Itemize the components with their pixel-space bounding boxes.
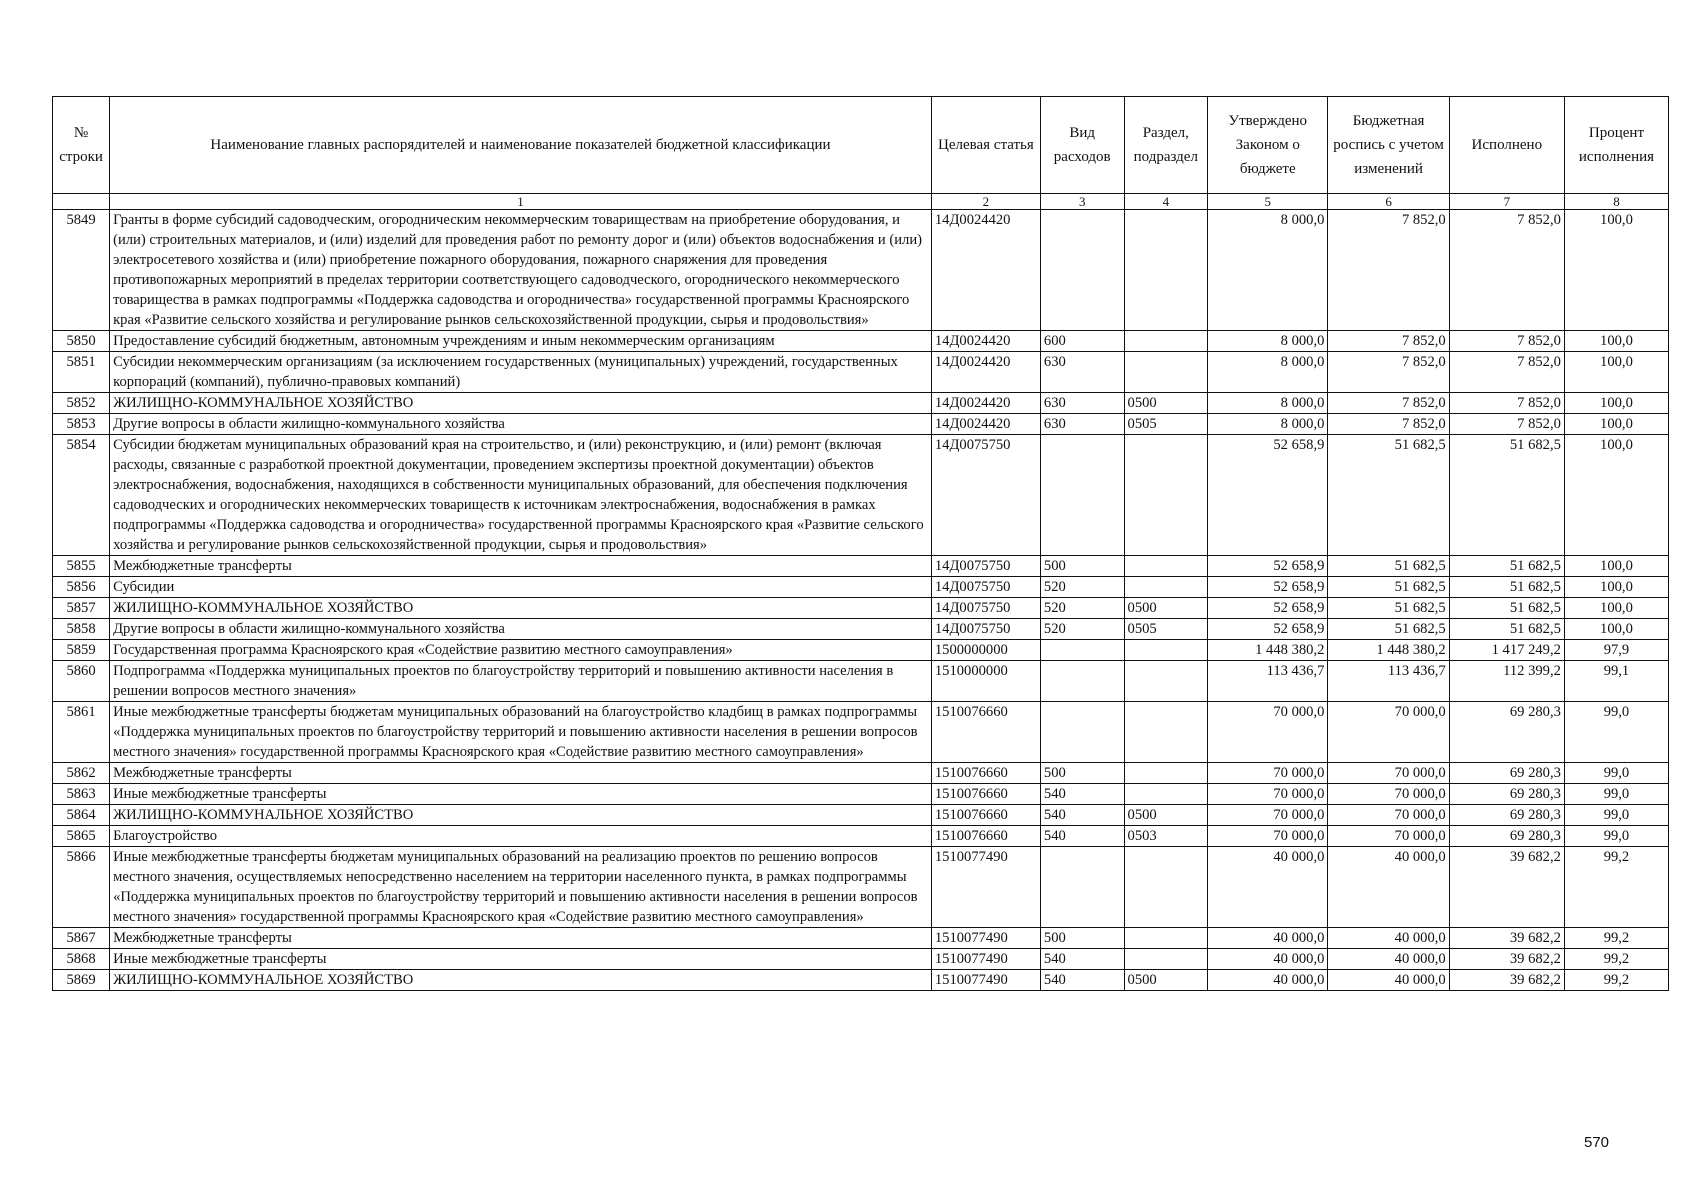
row-approved: 70 000,0	[1208, 702, 1328, 763]
header-percent: Процент исполнения	[1564, 97, 1668, 194]
row-number: 5866	[53, 847, 110, 928]
header-target: Целевая статья	[931, 97, 1040, 194]
table-row	[53, 702, 1669, 763]
table-row	[53, 393, 1669, 414]
row-executed: 1 417 249,2	[1449, 640, 1564, 661]
row-approved: 8 000,0	[1208, 210, 1328, 331]
row-number: 5860	[53, 661, 110, 702]
row-target-article: 14Д0075750	[931, 619, 1040, 640]
table-row	[53, 556, 1669, 577]
row-budget-list: 51 682,5	[1328, 556, 1449, 577]
row-budget-list: 70 000,0	[1328, 784, 1449, 805]
row-approved: 52 658,9	[1208, 619, 1328, 640]
row-expense-type: 540	[1040, 949, 1124, 970]
row-section	[1124, 847, 1208, 928]
row-expense-type	[1040, 435, 1124, 556]
row-approved: 8 000,0	[1208, 331, 1328, 352]
row-approved: 70 000,0	[1208, 763, 1328, 784]
row-expense-type: 630	[1040, 352, 1124, 393]
row-name: ЖИЛИЩНО-КОММУНАЛЬНОЕ ХОЗЯЙСТВО	[110, 805, 932, 826]
row-approved: 40 000,0	[1208, 928, 1328, 949]
header-expense-type: Вид расходов	[1040, 97, 1124, 194]
table-body	[53, 210, 1669, 991]
table-row	[53, 210, 1669, 331]
header-name: Наименование главных распорядителей и наименование показателей бюджетной классификации	[110, 97, 932, 194]
row-expense-type	[1040, 702, 1124, 763]
table-row	[53, 414, 1669, 435]
row-expense-type	[1040, 661, 1124, 702]
row-name: Межбюджетные трансферты	[110, 928, 932, 949]
row-expense-type: 500	[1040, 556, 1124, 577]
page-number: 570	[1584, 1134, 1610, 1151]
row-budget-list: 7 852,0	[1328, 210, 1449, 331]
row-expense-type: 540	[1040, 826, 1124, 847]
header-approved: Утверждено Законом о бюджете	[1208, 97, 1328, 194]
row-budget-list: 40 000,0	[1328, 970, 1449, 991]
table-row	[53, 331, 1669, 352]
row-approved: 113 436,7	[1208, 661, 1328, 702]
table-header	[53, 97, 1669, 210]
row-section	[1124, 784, 1208, 805]
table-row	[53, 763, 1669, 784]
row-percent: 100,0	[1564, 577, 1668, 598]
row-section	[1124, 556, 1208, 577]
table-row	[53, 577, 1669, 598]
row-section	[1124, 763, 1208, 784]
row-name: Подпрограмма «Поддержка муниципальных проектов по благоустройству территорий и повышению активности населения в решении вопросов местного значения»	[110, 661, 932, 702]
row-name: Государственная программа Красноярского края «Содействие развитию местного самоуправления»	[110, 640, 932, 661]
row-expense-type	[1040, 640, 1124, 661]
row-expense-type: 540	[1040, 784, 1124, 805]
row-expense-type: 520	[1040, 577, 1124, 598]
row-target-article: 1510076660	[931, 702, 1040, 763]
row-name: Предоставление субсидий бюджетным, автономным учреждениям и иным некоммерческим организациям	[110, 331, 932, 352]
row-executed: 69 280,3	[1449, 702, 1564, 763]
column-number: 5	[1208, 194, 1328, 210]
row-expense-type	[1040, 210, 1124, 331]
table-row	[53, 826, 1669, 847]
row-name: Иные межбюджетные трансферты	[110, 784, 932, 805]
row-section: 0500	[1124, 598, 1208, 619]
row-percent: 99,0	[1564, 784, 1668, 805]
table-row	[53, 352, 1669, 393]
row-target-article: 14Д0075750	[931, 577, 1040, 598]
row-percent: 99,1	[1564, 661, 1668, 702]
row-budget-list: 7 852,0	[1328, 414, 1449, 435]
row-approved: 70 000,0	[1208, 826, 1328, 847]
row-budget-list: 51 682,5	[1328, 598, 1449, 619]
row-name: Межбюджетные трансферты	[110, 556, 932, 577]
row-number: 5850	[53, 331, 110, 352]
column-number: 3	[1040, 194, 1124, 210]
row-number: 5862	[53, 763, 110, 784]
header-executed: Исполнено	[1449, 97, 1564, 194]
row-approved: 52 658,9	[1208, 556, 1328, 577]
column-number-row	[53, 194, 1669, 210]
row-section: 0500	[1124, 805, 1208, 826]
header-section: Раздел, подраздел	[1124, 97, 1208, 194]
table-row	[53, 970, 1669, 991]
row-name: Иные межбюджетные трансферты бюджетам муниципальных образований на реализацию проектов по решению вопросов местного значения, осуществляемых непосредственно населением на территории населенного пункта, в рамках подпрограммы «Поддержка муниципальных проектов по благоустройству территорий и повышению активности населения в решении вопросов местного значения» государственной программы Красноярского края «Содействие развитию местного самоуправления»	[110, 847, 932, 928]
row-percent: 100,0	[1564, 393, 1668, 414]
row-name: ЖИЛИЩНО-КОММУНАЛЬНОЕ ХОЗЯЙСТВО	[110, 598, 932, 619]
row-section: 0505	[1124, 619, 1208, 640]
row-budget-list: 7 852,0	[1328, 393, 1449, 414]
row-approved: 40 000,0	[1208, 970, 1328, 991]
row-percent: 100,0	[1564, 598, 1668, 619]
row-target-article: 1510077490	[931, 847, 1040, 928]
row-section	[1124, 661, 1208, 702]
row-budget-list: 7 852,0	[1328, 331, 1449, 352]
row-budget-list: 70 000,0	[1328, 805, 1449, 826]
row-executed: 51 682,5	[1449, 577, 1564, 598]
row-target-article: 1510076660	[931, 763, 1040, 784]
column-number: 8	[1564, 194, 1668, 210]
row-budget-list: 113 436,7	[1328, 661, 1449, 702]
row-executed: 69 280,3	[1449, 826, 1564, 847]
row-number: 5868	[53, 949, 110, 970]
row-budget-list: 40 000,0	[1328, 847, 1449, 928]
table-row	[53, 949, 1669, 970]
row-name: Гранты в форме субсидий садоводческим, огородническим некоммерческим товариществам на приобретение оборудования, и (или) строительных материалов, и (или) изделий для проведения работ по ремонту дорог и (или) объектов водоснабжения и (или) электросетевого хозяйства и (или) приобретение пожарного оборудования, пожарного снаряжения для проведения противопожарных мероприятий в пределах территории соответствующего садоводческого, огороднического некоммерческого товарищества в рамках подпрограммы «Поддержка садоводства и огородничества» государственной программы Красноярского края «Развитие сельского хозяйства и регулирование рынков сельскохозяйственной продукции, сырья и продовольствия»	[110, 210, 932, 331]
row-executed: 39 682,2	[1449, 970, 1564, 991]
row-expense-type: 500	[1040, 928, 1124, 949]
row-section	[1124, 640, 1208, 661]
row-section: 0500	[1124, 393, 1208, 414]
row-number: 5859	[53, 640, 110, 661]
row-percent: 99,2	[1564, 970, 1668, 991]
row-target-article: 1510077490	[931, 970, 1040, 991]
row-name: Межбюджетные трансферты	[110, 763, 932, 784]
column-number-blank	[53, 194, 110, 210]
table-row	[53, 598, 1669, 619]
row-percent: 99,0	[1564, 763, 1668, 784]
row-target-article: 1510076660	[931, 784, 1040, 805]
row-target-article: 1510076660	[931, 826, 1040, 847]
row-section	[1124, 949, 1208, 970]
row-name: ЖИЛИЩНО-КОММУНАЛЬНОЕ ХОЗЯЙСТВО	[110, 393, 932, 414]
row-section	[1124, 435, 1208, 556]
row-budget-list: 51 682,5	[1328, 619, 1449, 640]
row-number: 5869	[53, 970, 110, 991]
row-executed: 39 682,2	[1449, 847, 1564, 928]
row-approved: 70 000,0	[1208, 805, 1328, 826]
row-target-article: 14Д0024420	[931, 393, 1040, 414]
row-percent: 100,0	[1564, 210, 1668, 331]
row-number: 5849	[53, 210, 110, 331]
row-budget-list: 70 000,0	[1328, 702, 1449, 763]
table-row	[53, 847, 1669, 928]
header-row	[53, 97, 1669, 194]
row-budget-list: 40 000,0	[1328, 949, 1449, 970]
row-approved: 8 000,0	[1208, 352, 1328, 393]
row-executed: 7 852,0	[1449, 331, 1564, 352]
row-section	[1124, 331, 1208, 352]
row-number: 5858	[53, 619, 110, 640]
row-percent: 99,2	[1564, 847, 1668, 928]
row-approved: 70 000,0	[1208, 784, 1328, 805]
row-executed: 39 682,2	[1449, 949, 1564, 970]
row-budget-list: 51 682,5	[1328, 435, 1449, 556]
row-executed: 51 682,5	[1449, 435, 1564, 556]
row-name: Благоустройство	[110, 826, 932, 847]
row-section	[1124, 702, 1208, 763]
column-number: 7	[1449, 194, 1564, 210]
row-number: 5861	[53, 702, 110, 763]
row-expense-type: 540	[1040, 805, 1124, 826]
row-percent: 100,0	[1564, 619, 1668, 640]
row-executed: 7 852,0	[1449, 414, 1564, 435]
table-row	[53, 619, 1669, 640]
row-number: 5865	[53, 826, 110, 847]
row-number: 5851	[53, 352, 110, 393]
row-section: 0500	[1124, 970, 1208, 991]
row-name: Другие вопросы в области жилищно-коммунального хозяйства	[110, 414, 932, 435]
row-section: 0503	[1124, 826, 1208, 847]
row-expense-type: 600	[1040, 331, 1124, 352]
row-approved: 8 000,0	[1208, 393, 1328, 414]
table-row	[53, 784, 1669, 805]
row-expense-type: 540	[1040, 970, 1124, 991]
row-budget-list: 40 000,0	[1328, 928, 1449, 949]
row-budget-list: 70 000,0	[1328, 763, 1449, 784]
row-expense-type	[1040, 847, 1124, 928]
row-approved: 40 000,0	[1208, 847, 1328, 928]
row-budget-list: 7 852,0	[1328, 352, 1449, 393]
row-target-article: 1510000000	[931, 661, 1040, 702]
column-number: 2	[931, 194, 1040, 210]
row-percent: 100,0	[1564, 331, 1668, 352]
table-row	[53, 661, 1669, 702]
column-number: 1	[110, 194, 932, 210]
row-target-article: 14Д0075750	[931, 598, 1040, 619]
row-number: 5863	[53, 784, 110, 805]
row-budget-list: 51 682,5	[1328, 577, 1449, 598]
column-number: 6	[1328, 194, 1449, 210]
row-target-article: 1500000000	[931, 640, 1040, 661]
table-row	[53, 640, 1669, 661]
row-expense-type: 520	[1040, 598, 1124, 619]
row-name: Иные межбюджетные трансферты бюджетам муниципальных образований на благоустройство кладбищ в рамках подпрограммы «Поддержка муниципальных проектов по благоустройству территорий и повышению активности населения в решении вопросов местного значения» государственной программы Красноярского края «Содействие развитию местного самоуправления»	[110, 702, 932, 763]
row-section	[1124, 928, 1208, 949]
row-budget-list: 1 448 380,2	[1328, 640, 1449, 661]
row-target-article: 14Д0075750	[931, 435, 1040, 556]
row-executed: 7 852,0	[1449, 393, 1564, 414]
row-section	[1124, 352, 1208, 393]
row-target-article: 1510076660	[931, 805, 1040, 826]
row-number: 5853	[53, 414, 110, 435]
row-name: Субсидии бюджетам муниципальных образований края на строительство, и (или) реконструкцию, и (или) ремонт (включая расходы, связанные с разработкой проектной документации, проведением экспертизы проектной документации) объектов электроснабжения, водоснабжения, находящихся в собственности муниципальных образований, для обеспечения подключения садоводческих и огороднических некоммерческих товариществ к источникам электроснабжения, водоснабжения в рамках подпрограммы «Поддержка садоводства и огородничества» государственной программы Красноярского края «Развитие сельского хозяйства и регулирование рынков сельскохозяйственной продукции, сырья и продовольствия»	[110, 435, 932, 556]
row-number: 5857	[53, 598, 110, 619]
row-executed: 51 682,5	[1449, 598, 1564, 619]
row-percent: 100,0	[1564, 352, 1668, 393]
row-executed: 69 280,3	[1449, 763, 1564, 784]
row-number: 5856	[53, 577, 110, 598]
row-number: 5855	[53, 556, 110, 577]
row-percent: 100,0	[1564, 435, 1668, 556]
row-target-article: 14Д0024420	[931, 414, 1040, 435]
row-target-article: 1510077490	[931, 928, 1040, 949]
row-number: 5864	[53, 805, 110, 826]
row-name: Субсидии некоммерческим организациям (за исключением государственных (муниципальных) учреждений, государственных корпораций (компаний), публично-правовых компаний)	[110, 352, 932, 393]
row-approved: 52 658,9	[1208, 577, 1328, 598]
row-approved: 40 000,0	[1208, 949, 1328, 970]
row-expense-type: 630	[1040, 393, 1124, 414]
row-section	[1124, 210, 1208, 331]
budget-execution-table	[52, 96, 1669, 991]
row-target-article: 14Д0024420	[931, 331, 1040, 352]
row-target-article: 14Д0075750	[931, 556, 1040, 577]
row-target-article: 1510077490	[931, 949, 1040, 970]
row-number: 5867	[53, 928, 110, 949]
row-target-article: 14Д0024420	[931, 210, 1040, 331]
row-percent: 100,0	[1564, 414, 1668, 435]
row-expense-type: 500	[1040, 763, 1124, 784]
row-section: 0505	[1124, 414, 1208, 435]
row-name: ЖИЛИЩНО-КОММУНАЛЬНОЕ ХОЗЯЙСТВО	[110, 970, 932, 991]
row-budget-list: 70 000,0	[1328, 826, 1449, 847]
row-executed: 39 682,2	[1449, 928, 1564, 949]
row-executed: 69 280,3	[1449, 784, 1564, 805]
row-percent: 99,0	[1564, 826, 1668, 847]
row-number: 5852	[53, 393, 110, 414]
row-approved: 52 658,9	[1208, 435, 1328, 556]
row-approved: 52 658,9	[1208, 598, 1328, 619]
header-budget-list: Бюджетная роспись с учетом изменений	[1328, 97, 1449, 194]
row-percent: 99,0	[1564, 805, 1668, 826]
row-approved: 1 448 380,2	[1208, 640, 1328, 661]
row-name: Другие вопросы в области жилищно-коммунального хозяйства	[110, 619, 932, 640]
row-name: Субсидии	[110, 577, 932, 598]
row-executed: 69 280,3	[1449, 805, 1564, 826]
row-expense-type: 520	[1040, 619, 1124, 640]
table-row	[53, 928, 1669, 949]
row-expense-type: 630	[1040, 414, 1124, 435]
row-executed: 7 852,0	[1449, 210, 1564, 331]
row-section	[1124, 577, 1208, 598]
row-target-article: 14Д0024420	[931, 352, 1040, 393]
row-executed: 51 682,5	[1449, 619, 1564, 640]
row-percent: 99,2	[1564, 949, 1668, 970]
row-executed: 7 852,0	[1449, 352, 1564, 393]
table-row	[53, 435, 1669, 556]
table-row	[53, 805, 1669, 826]
row-percent: 99,0	[1564, 702, 1668, 763]
row-percent: 99,2	[1564, 928, 1668, 949]
row-percent: 100,0	[1564, 556, 1668, 577]
row-executed: 51 682,5	[1449, 556, 1564, 577]
row-percent: 97,9	[1564, 640, 1668, 661]
header-row-no: № строки	[53, 97, 110, 194]
row-name: Иные межбюджетные трансферты	[110, 949, 932, 970]
row-number: 5854	[53, 435, 110, 556]
row-executed: 112 399,2	[1449, 661, 1564, 702]
column-number: 4	[1124, 194, 1208, 210]
row-approved: 8 000,0	[1208, 414, 1328, 435]
